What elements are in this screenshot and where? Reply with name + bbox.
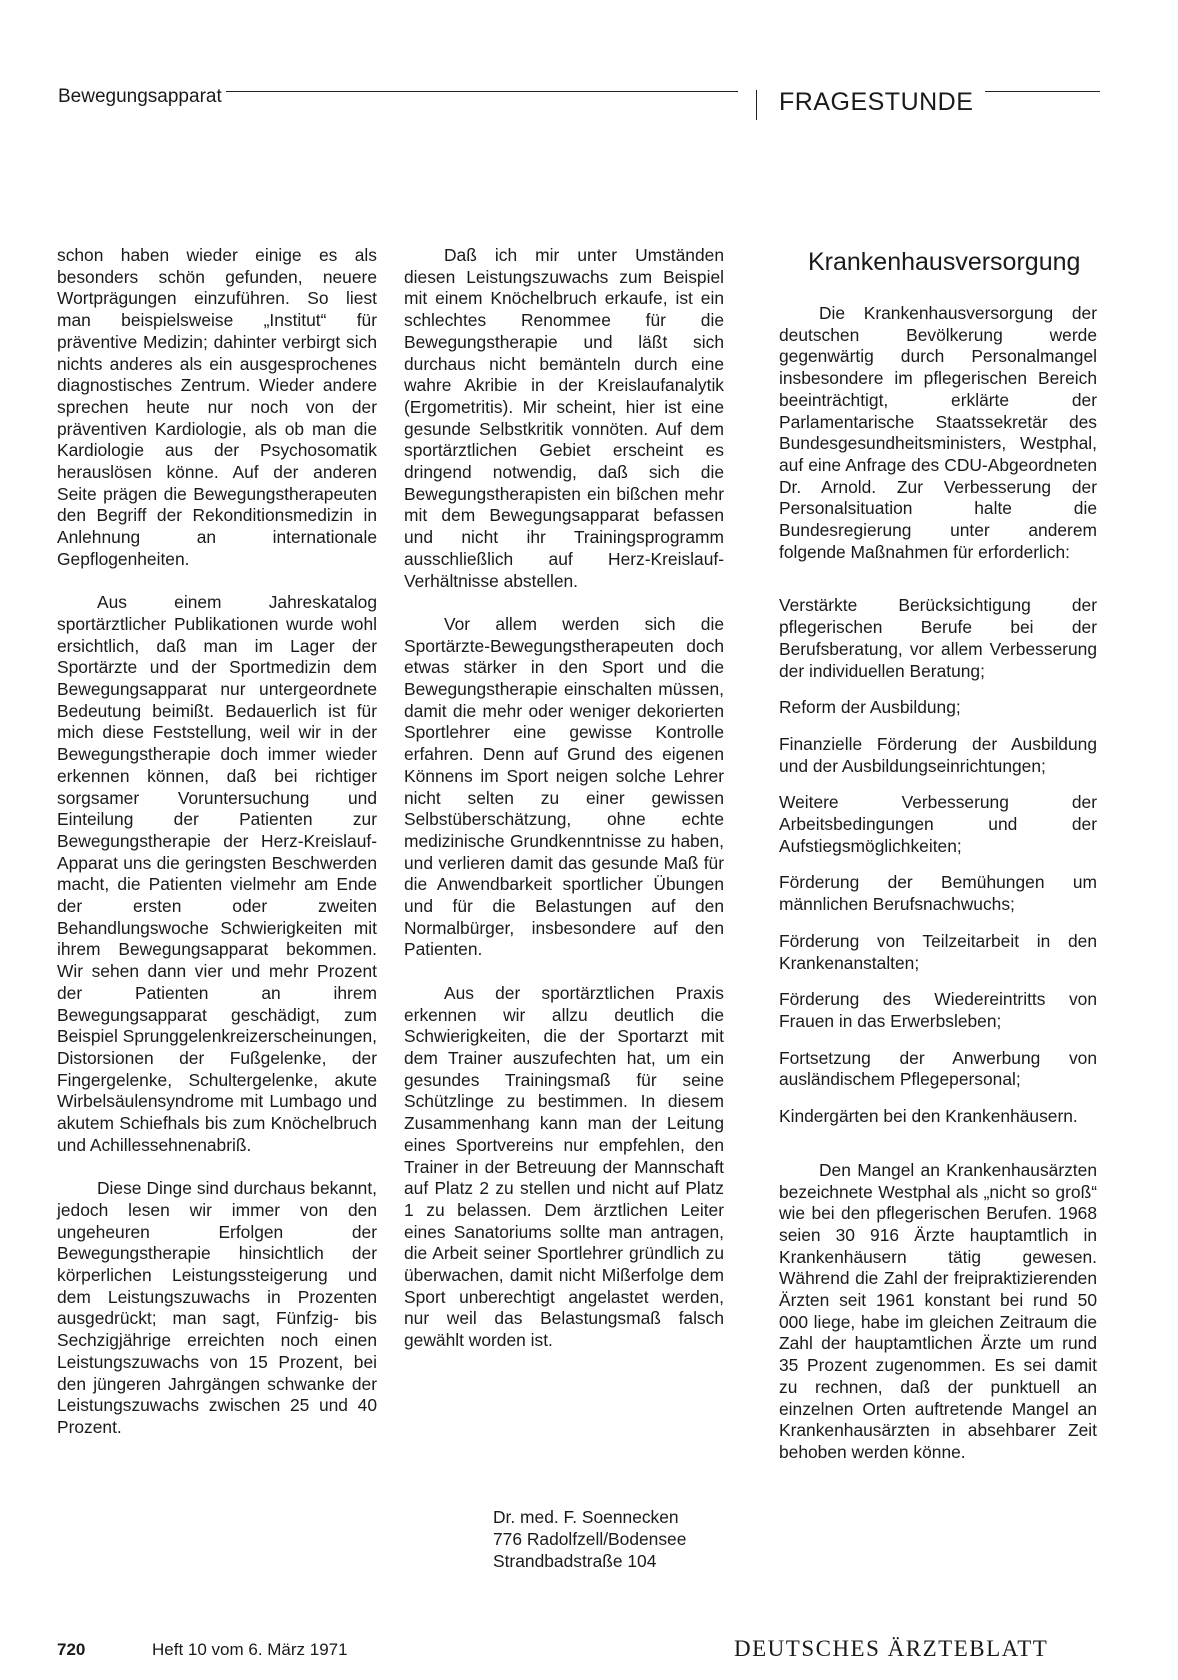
measure-item: Förderung des Wiedereintritts von Frauen in das Erwerbsleben; [779,989,1097,1031]
news-closing: Den Mangel an Krankenhausärzten bezeichnete Westphal als „nicht so groß“ wie bei den pflegerischen Berufen. 1968 seien 30 916 Ärzte hauptamtlich in Krankenhäusern tätig gewesen. Während die Zahl der freipraktizierenden Ärzten seit 1961 konstant bei rund 50 000 liege, habe im gleichen Zeitraum die Zahl der hauptamtlichen Ärzte um rund 35 Prozent zugenommen. Es sei damit zu rechnen, daß der punktuell an einzelnen Orten auftretende Mangel an Krankenhausärzten in absehbarer Zeit behoben werden könne. [779,1159,1097,1462]
article-column-1 [57,245,377,1439]
measure-item: Verstärkte Berücksichtigung der pflegerischen Berufe bei der Berufsberatung, vor allem Verbesserung der individuellen Beratung; [779,595,1097,681]
header-rule-right [985,91,1100,92]
measure-item: Förderung von Teilzeitarbeit in den Krankenanstalten; [779,930,1097,973]
paragraph: Aus einem Jahreskatalog sportärztlicher Publikationen wurde wohl ersichtlich, daß man im Lager der Sportärzte und der Sportmedizin dem Bewegungsapparat nur untergeordnete Bedeutung beimißt. Bedauerlich ist für mich diese Feststellung, weil wir in der Bewegungstherapie doch immer wieder erkennen können, daß bei richtiger sorgsamer Voruntersuchung und Einteilung der Patienten zur Bewegungstherapie der Herz-Kreislauf-Apparat uns die geringsten Beschwerden macht, die Patienten vielmehr am Ende der ersten oder zweiten Behandlungswoche Schwierigkeiten mit ihrem Bewegungsapparat bekommen. Wir sehen dann vier und mehr Prozent der Patienten an ihrem Bewegungsapparat geschädigt, zum Beispiel Sprunggelenkreizerscheinungen, Distorsionen der Fußgelenke, der Fingergelenke, Schultergelenke, akute Wirbelsäulensyndrome mit Lumbago und akutem Schiefhals bis zum Knöchelbruch und Achillessehnenabriß. [57,592,378,1155]
header-divider [756,90,757,120]
measure-item: Förderung der Bemühungen um männlichen Berufsnachwuchs; [779,872,1097,915]
rubric-label: FRAGESTUNDE [779,88,974,116]
paragraph: schon haben wieder einige es als besonders schön gefunden, neuere Wortprägungen einzuführen. So liest man beispielsweise „Institut“ für präventive Medizin; dahinter verbirgt sich nichts anderes als ein ausgesprochenes diagnostisches Zentrum. Wieder andere sprechen heute nur noch von der präventiven Kardiologie, als ob man die Kardiologie aus der Psychosomatik herauslösen könne. Auf der anderen Seite prägen die Bewegungstherapeuten den Begriff der Rekonditionsmedizin in Anlehnung an internationale Gepflogenheiten. [57,245,377,569]
author-signature [493,1506,686,1572]
paragraph: Aus der sportärztlichen Praxis erkennen wir allzu deutlich die Schwierigkeiten, die der Sportarzt mit dem Trainer auszufechten hat, um ein gesundes Trainingsmaß für seine Schützlinge zu bestimmen. In diesem Zusammenhang kann man der Leitung eines Sportvereins nur empfehlen, den Trainer in der Betreuung der Mannschaft auf Platz 2 zu stellen und nicht auf Platz 1 zu belassen. Dem ärztlichen Leiter eines Sanatoriums sollte man antragen, die Arbeit seiner Sportlehrer gründlich zu überwachen, damit nicht Mißerfolge dem Sport unberechtigt angelastet werden, nur weil das Belastungsmaß falsch gewählt worden ist. [404,982,724,1351]
news-intro: Die Krankenhausversorgung der deutschen Bevölkerung werde gegenwärtig durch Personalmangel insbesondere im pflegerischen Bereich beeinträchtigt, erklärte der Parlamentarische Staatssekretär des Bundesgesundheitsministers, Westphal, auf eine Anfrage des CDU-Abgeordneten Dr. Arnold. Zur Verbesserung der Personalsituation halte die Bundesregierung unter anderem folgende Maßnahmen für erforderlich: [779,303,1097,562]
author-name: Dr. med. F. Soennecken [493,1507,679,1527]
author-city: 776 Radolfzell/Bodensee [493,1529,687,1549]
paragraph: Daß ich mir unter Umständen diesen Leistungszuwachs zum Beispiel mit einem Knöchelbruch erkaufe, ist ein schlechtes Renommee für die Bewegungstherapie und läßt sich durchaus nicht bemänteln durch eine wahre Akribie in der Kreislaufanalytik (Ergometritis). Mir scheint, hier ist eine gesunde Selbstkritik vonnöten. Auf dem sportärztlichen Gebiet erscheint es dringend notwendig, daß sich die Bewegungstherapisten ein bißchen mehr mit dem Bewegungsapparat befassen und nicht ihr Trainingsprogramm ausschließlich auf Herz-Kreislauf-Verhältnisse abstellen. [404,245,724,591]
news-heading: Krankenhausversorgung [808,248,1081,276]
measure-item: Finanzielle Förderung der Ausbildung und der Ausbildungseinrichtungen; [779,733,1097,776]
author-street: Strandbadstraße 104 [493,1551,657,1571]
paragraph: Vor allem werden sich die Sportärzte-Bewegungstherapeuten doch etwas stärker in den Sport und die Bewegungstherapie einschalten müssen, damit die mehr oder weniger dekorierten Sportlehrer eine gewisse Kontrolle erfahren. Denn auf Grund des eigenen Könnens im Sport neigen solche Lehrer nicht selten zu einer gewissen Selbstüberschätzung, ohne echte medizinische Grundkenntnisse zu haben, und verlieren damit das gesunde Maß für die Anwendbarkeit sportlicher Übungen und für die Belastungen auf den Normalbürger, insbesondere auf den Patienten. [404,613,724,960]
article-column-2 [404,245,724,1352]
paragraph: Diese Dinge sind durchaus bekannt, jedoch lesen wir immer von den ungeheuren Erfolgen der Bewegungstherapie hinsichtlich der körperlichen Leistungssteigerung und dem Leistungszuwachs in Prozenten ausgedrückt; man sagt, Fünfzig- bis Sechzigjährige erreichten noch einen Leistungszuwachs von 15 Prozent, bei den jüngeren Jahrgängen schwanke der Leistungszuwachs zwischen 25 und 40 Prozent. [57,1178,377,1437]
issue-info: Heft 10 vom 6. März 1971 [152,1640,348,1659]
header-rule-left [226,91,738,92]
news-column [779,303,1097,1464]
measure-item: Reform der Ausbildung; [779,697,961,718]
page-number: 720 [57,1640,86,1659]
section-label: Bewegungsapparat [58,86,222,107]
measure-item: Kindergärten bei den Krankenhäusern. [779,1106,1078,1127]
measure-item: Fortsetzung der Anwerbung von ausländischem Pflegepersonal; [779,1047,1097,1090]
journal-name: DEUTSCHES ÄRZTEBLATT [734,1636,1049,1661]
measure-item: Weitere Verbesserung der Arbeitsbedingungen und der Aufstiegsmöglichkeiten; [779,792,1097,856]
